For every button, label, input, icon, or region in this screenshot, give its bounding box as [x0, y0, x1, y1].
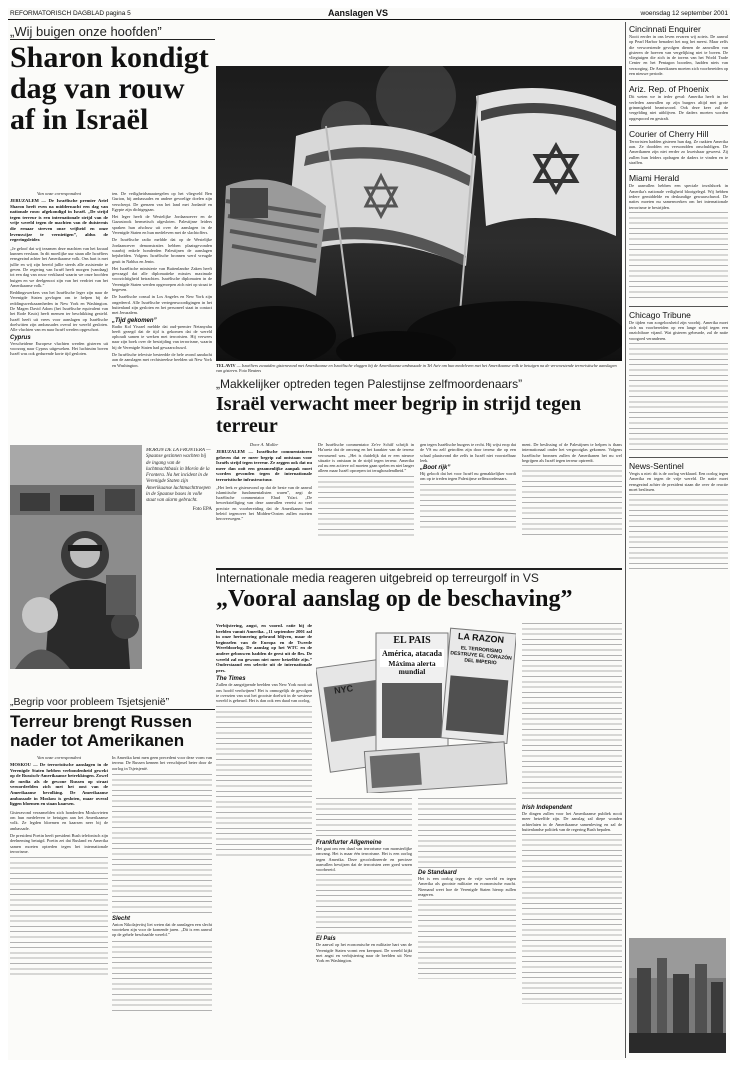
sharon-body-8: De Israëlische consul in Los Angeles en New York zijn ongedeerd. Alle Israëlische vertegenwoordigingen in het buitenland zijn gesloten en het personeel staat in contact met Jeruzalem. [112, 294, 212, 316]
photo-moron [10, 445, 142, 669]
sharon-body-3: Verscheidene Europese vluchten werden gisteren uit voorzorg naar Cyprus uitgeweken. Het luchtruim boven Israël was ook gedurende korte tijd gesloten. [10, 340, 108, 357]
media-col-3 [418, 798, 516, 1058]
rail-title-phoenix: Ariz. Rep. of Phoenix [629, 84, 709, 95]
palestijnen-col-2-filler [318, 476, 414, 536]
media-body-elpais: De aanval op het economische en militaire hart van de Verenigde Staten vormt een keerpunt. De wereld kijkt met angst en verbijstering naar de beelden uit New York en Washington. [316, 942, 412, 964]
rail-item [629, 306, 728, 453]
moron-caption-text: MORON DE LA FRONTERA — Spaanse gezinnen wachten bij de ingang van de luchtmachtbasis in Morón de la Frontera. Na het incident in de Verenigde Staten zijn Amerikaanse luchtmachttroepen in de Spaanse bases in volle staat van alarm gebracht. [146, 448, 211, 504]
masthead-paper-name: REFORMATORISCH DAGBLAD pagina 5 [10, 10, 131, 17]
newspaper-page [8, 8, 730, 1060]
paper-3-title: LA RAZON [457, 631, 505, 645]
rail-title-chicago: Chicago Tribune [629, 309, 691, 320]
palestijnen-col-1-body: „Het leek er gisteravond op dat de beste van de aanval islamitische fundamentalisten waren”, zegt de Israëlische commentator Ehud Ya'ari. „De bewerkstelliging van deze aanvallen vereist zo veel precisie en voorbereiding dat de Amerikanen hun beleid tegenover het Midden-Oosten zullen moeten heroverwegen.” [216, 484, 312, 522]
media-col-2-filler [316, 798, 412, 838]
russen-col-2-filler [112, 774, 212, 914]
paper-2-title: EL PAIS [393, 635, 431, 646]
palestijnen-col-3-filler [420, 484, 516, 529]
caption-place: TEL AVIV [216, 363, 236, 368]
rail-news-filler [629, 494, 728, 569]
photo-moron-caption [146, 448, 212, 628]
media-body-standaard: Het is een oorlog tegen de vrije wereld en tegen Amerika als grootste militaire en economische macht. Niemand weet hoe de Verenigde Staten hierop zullen reageren. [418, 876, 516, 897]
masthead [8, 8, 730, 20]
sharon-byline: Van onze correspondent [37, 191, 81, 196]
media-col-1-filler [216, 706, 312, 856]
sharon-body-10: De Israëlische televisie besteedde de hele avond aandacht aan de aanslagen met rechtstreekse beelden uit New York en Washington. [112, 352, 212, 368]
palestijnen-headline: Israël verwacht meer begrip in strijd tegen terreur [216, 393, 582, 437]
rail-item [629, 24, 728, 76]
russen-col-1 [10, 755, 108, 1058]
moron-photo-illustration [10, 445, 142, 669]
sharon-subhead-cyprus: Cyprus [10, 334, 31, 341]
palestijnen-col-4-body: ment. De beslissing of de Palestijnen te helpen is thans internationaal onder het vergrootglas gekomen. Volgens Israëlische bronnen zullen de Amerikanen het nu wel begrijpen als Israël tegen terreur optreedt. [522, 442, 622, 463]
rail-item [629, 125, 728, 165]
media-body-faz: Het gaat om een daad van terrorisme van monsterlijke omvang. Het is maar één terrorisme. Het is een oorlog tegen Amerika. Deze gecoördineerde en precieze aanvallen bewijzen dat de terroristen zeer goed waren voorbereid. [316, 846, 412, 873]
rail-photo-illustration [629, 938, 726, 1053]
media-body-times: Zullen de aangrijpende beelden van New York nooit uit ons hoofd verdwijnen? Het is onmogelijk de gevolgen te overzien van wat het grootste doelwit in de westerse wereld is gebeurd. Het is dan ook een daad van oorlog. [216, 682, 312, 704]
paper-3-headline: EL TERRORISMO DESTRUYE EL CORAZÓN DEL IMPERIO [450, 645, 512, 667]
media-col-1 [216, 623, 312, 1058]
flags-photo-illustration [216, 66, 622, 361]
photo-credit: Foto Reuters [239, 368, 262, 374]
russen-body-3: Anton Nikolajevitsj liet weten dat de aanslagen een slecht voorteken zijn voor de komende jaren. „Dit is een aanval op de gehele beschaafde wereld.” [112, 921, 212, 938]
media-col-4-filler [522, 623, 622, 803]
rail-text-miami: De aanvallen hebben een speciale invalshoek in Amerika's nationale veiligheid blootgelegd. Wij hebben iedere gemiddelde en deskundige gewaarschuwd. De naties moeten nu samenwerken om het internationale terrorisme te bestrijden. [629, 183, 728, 210]
caption-text: Israëliers zwaaiden gisteravond met Amerikaanse en Israëlische vlaggen bij de Amerikaanse ambassade in Tel Aviv om hun medeleven met het Amerikaanse volk te betuigen na de verwoestende terroristische aanslagen van gisteren. [216, 363, 617, 374]
sharon-body-6: De Israëlische radio meldde dat op de Westelijke Jordaanoever demonstraties hebben plaatsgevonden waarbij enkele honderden Palestijnen de aanslagen bejubelden. Volgens Israëlische bronnen werd vreugde geuit in Nablus en Jenin. [112, 237, 212, 264]
sharon-headline: Sharon kondigt dag van rouw af in Israël [10, 42, 209, 135]
sharon-col-1 [10, 191, 108, 441]
sharon-body-4: ten. De veiligheidsmaatregelen op het vliegveld Ben Gurion, bij ambassades en andere gevoelige doelen zijn verscherpt. De grenzen van het land met Jordanië en Egypte zijn dichtgegaan. [112, 191, 212, 212]
russen-rule [10, 709, 215, 710]
rail-text-cherry-hill: Terroristen hadden gisteren hun dag. Ze raakten Amerika aan. Ze doodden en verwondden onschuldigen. De Amerikanen zijn niet eerder zo kwetsbaar geweest. Zij zullen hun leiders opdragen de daders te vinden en te straffen. [629, 138, 728, 166]
sharon-body-1: „Je geloof dat wij tezamen deze machten van het kwaad kunnen verslaan. In dit moeilijke uur staan alle Israëliers eensgezind achter het Amerikaanse volk. Ons hart is met jullie en wij zijn bereid jullie steeds alle assistentie te geven. De regering van Israël heeft morgen (vandaag) tot een dag van rouw verklaard waarin we onze hoofden buigen en we deelgenoot zijn van het verdriet van het Amerikaanse volk.” [10, 245, 108, 288]
russen-body-2: De president Poetin heeft president Bush telefonisch zijn deelneming betuigd. Poetin zei dat Rusland en Amerika samen moeten optreden tegen het internationale terrorisme. [10, 832, 108, 854]
russen-col-2-filler-2 [112, 941, 212, 1011]
rail-title-cherry-hill: Courier of Cherry Hill [629, 128, 709, 139]
rail-text-cincinnati: Nooit eerder in ons leven ervaren wij zoiets. De aanval op Pearl Harbor benadert het nog het meest. Maar zelfs die verwoestende gevolgen dienen de aanvallen van gisteren de hoeven van vergelijking niet te boven. De vliegtuigen die zich in de torens van het World Trade Center en het Pentagon boorden, hadden niets van verzorging. De Amerikanen moeten zich voorbereiden op een nieuwe periode. [629, 34, 728, 77]
media-banner: Internationale media reageren uitgebreid op terreurgolf in VS [216, 571, 539, 585]
palestijnen-col-3-body: gen tegen Israëlische burgers te recht. Hij wijst erop dat de VS nu zelf getroffen zijn door terreur die op een schaal plaatsvond die zelfs in Israël niet voorstelbaar leek. [420, 442, 516, 463]
rail-title-miami: Miami Herald [629, 173, 680, 184]
russen-col-2 [112, 755, 212, 1058]
sharon-body-9: Radio Kol Yisrael meldde dat oud-premier Netanyahu heeft gezegd dat de tijd is gekomen dat de wereld ophoudt samen te werken met terroristen. Hij verwees naar zijn boek over de bestrijding van terrorisme, waarin hij de Verenigde Staten had gewaarschuwd. [112, 323, 212, 350]
rail-text-chicago: De tijden van zorgeloosheid zijn voorbij. Amerika moet zich nu voorbereiden op een lange strijd tegen een onzichtbare vijand. Wat gisteren gebeurde, zal de natie voorgoed veranderen. [629, 319, 728, 341]
paper-2-subheadline: Máxima alerta mundial [388, 660, 436, 676]
palestijnen-kicker: „Makkelijker optreden tegen Palestijnse zelfmoordenaars” [216, 377, 523, 391]
palestijnen-col-3b-body: Hij gelooft dat het voor Israël nu gemakkelijker wordt om op te treden tegen Palestijnse zelfmoordenaars. [420, 471, 516, 482]
rail-title-cincinnati: Cincinnati Enquirer [629, 24, 701, 34]
sharon-kicker: „Wij buigen onze hoofden” [10, 24, 162, 39]
masthead-date: woensdag 12 september 2001 [640, 10, 728, 17]
russen-col-1-filler [10, 857, 108, 977]
sharon-lede: JERUZALEM — De Israëlische premier Ariel Sharon heeft even na middernacht een dag van nationale rouw afgekondigd in Israël. „De strijd tegen terreur is een internationale strijd van de vrije wereld tegen de machten van de duisternis die ernaar streven onze vrijheid en onze levenswijze te vernietigen”, aldus de regeringsleider. [10, 198, 108, 243]
media-subhead-standaard: De Standaard [418, 870, 457, 876]
palestijnen-subhead: „Boot rijk” [420, 465, 451, 472]
media-lede: Verbijstering, angst, en voornl. ratie bij de beelden vanuit Amerika. „11 september 2001 zal in onze herinnering gebrand blijven, maar de beginselen van de Europa en de Tweede Wereldoorlog. De aanslag op het WTC en de andere gebouwen hadden de geest uit de fles. De wereld zal nu gewoon niet meer hetzelfde zijn.” Onderstaand een selectie uit de internationale pers. [216, 623, 312, 673]
media-col-2 [316, 798, 412, 1058]
palestijnen-col-2 [318, 442, 414, 564]
media-subhead-faz: Frankfurter Allgemeine [316, 840, 382, 846]
rail-photo [629, 938, 726, 1053]
russen-headline: Terreur brengt Russen nader tot Amerikanen [10, 712, 193, 750]
rail-text-phoenix: Dit weten we in ieder geval: Amerika heeft in het verleden aanvallen op zijn burgers altijd met grote grimmigheid beantwoord. Ook deze keer zal de vergelding niet uitblijven. De daders moeten worden opgespoord en gestraft. [629, 94, 728, 121]
palestijnen-col-4-filler [522, 465, 622, 535]
media-col-3-filler-2 [418, 899, 516, 979]
rail-miami-filler [629, 212, 728, 302]
russen-lede: MOSKOU — De terroristische aanslagen in de Verenigde Staten hebben verbondenheid gewekt op de Russisch-Amerikaanse betrekkingen. Zowel de media als de gewone Russen op straat veroordeelden zich met het oost van de Amerikaanse bevolking. De Amerikaanse ambassade in Moskou is gesloten, maar overal liggen bloemen en staan kaarsen. [10, 762, 108, 807]
rail-chicago-filler [629, 343, 728, 453]
masthead-section: Aanslagen VS [328, 8, 389, 18]
media-headline: „Vooral aanslag op de beschaving” [216, 586, 573, 612]
media-col-4 [522, 623, 622, 1058]
palestijnen-col-1 [216, 442, 312, 564]
right-rail [629, 24, 728, 1058]
media-col-4-filler-2 [522, 834, 622, 1004]
media-body-irish: De dingen zullen voor het Amerikaanse publiek nooit meer hetzelfde zijn. De aanslag zal diepe wonden achterlaten in de Amerikaanse samenleving en zal de buitenlandse politiek van de regering Bush bepalen. [522, 811, 622, 832]
rail-text-news-sentinel: Vergis u niet: dit is de oorlog verklaard. Een oorlog tegen Amerika en tegen de vrije wereld. De natie moet eensgezind achter de president staan die over de reactie moet beslissen. [629, 471, 728, 492]
palestijnen-col-2-body: De Israëlische commentator Ze'ev Schiff schrijft in Ha'aretz dat de omvang en het karakter van de terreur verrassend was. „Het is duidelijk dat er een nieuwe situatie is ontstaan in de strijd tegen terreur. Amerika zal nu een actieve rol moeten gaan spelen en niet langer alleen maar Israël oproepen tot terughoudendheid.” [318, 442, 414, 474]
media-subhead-times: The Times [216, 676, 246, 683]
russen-byline: Van onze correspondent [37, 755, 81, 760]
palestijnen-col-3 [420, 442, 516, 564]
sharon-body-7: Het Israëlische ministerie van Buitenlandse Zaken heeft gevraagd dat alle diplomatieke missies maximale voorzichtigheid betrachten. Israëlische diplomaten in de Verenigde Staten werden opgeroepen zich niet op straat te begeven. [112, 265, 212, 293]
palestijnen-lede: JERUZALEM — Israëlische commentatoren geloven dat er meer begrip zal ontstaan voor Israëls strijd tegen terreur. Ze zeggen ook dat nu meer dan ooit een gezamenlijke aanpak moet worden gevonden tegen de internationale terroristische infrastructuur. [216, 449, 312, 482]
media-top-rule [216, 568, 622, 570]
paper-1-title: NYC [333, 683, 354, 696]
newspapers-collage [316, 623, 516, 793]
sharon-subhead-tijd: „Tijd gekomen” [112, 317, 157, 324]
palestijnen-col-4 [522, 442, 622, 564]
russen-body-1: Gisteravond verzamelden zich honderden Moskovieten om hun medeleven te betuigen aan het Amerikaanse volk. Ze legden bloemen en kaarsen neer bij de ambassade. [10, 809, 108, 831]
photo-tel-aviv-caption: TEL AVIV — Israëliers zwaaiden gisteravond met Amerikaanse en Israëlische vlaggen bij de Amerikaanse ambassade in Tel Aviv om hun medeleven met het Amerikaanse volk te betuigen na de verwoestende terroristische aanslagen van gisteren. Foto Reuters [216, 363, 617, 374]
rail-item [629, 80, 728, 120]
russen-subhead-slecht: Slecht [112, 915, 131, 922]
rail-title-news-sentinel: News-Sentinel [629, 461, 684, 472]
rail-item [629, 169, 728, 301]
sharon-col-2 [112, 191, 212, 441]
palestijnen-byline: Door A. Muller [249, 442, 279, 447]
sharon-body-2: Reddingswerkers van het Israëlische leger zijn naar de Verenigde Staten gevlogen om te helpen bij de reddingswerkzaamheden in New York en Washington. De Magen David Adom (het Israëlische equivalent van het Rode Kruis) heeft mensen ter beschikking gesteld. Israël heeft uit vrees voor aanslagen op Israëlische doelwitten zijn ambassades overal ter wereld gesloten. Alle vluchten van en naar Israël werden opgeschort. [10, 290, 108, 333]
media-subhead-elpais: El País [316, 936, 336, 943]
rail-divider [625, 22, 626, 1058]
media-col-3-filler [418, 798, 516, 868]
rail-item [629, 457, 728, 569]
moron-credit: Foto EPA [192, 506, 212, 512]
sharon-rule [10, 39, 215, 40]
photo-tel-aviv [216, 66, 622, 361]
russen-kicker: „Begrip voor probleem Tsjetsjenië” [10, 696, 170, 708]
russen-body-4: In Amerika kent men geen precedent voor deze vorm van terreur. De Russen kennen het verschijnsel beter door de oorlog in Tsjetsjenië. [112, 755, 212, 771]
paper-2-headline: América, atacada [382, 650, 442, 658]
media-col-2-filler-2 [316, 874, 412, 934]
media-subhead-irish: Irish Independent [522, 805, 573, 811]
sharon-body-5: Het leger heeft de Westelijke Jordaanoever en de Gazastrook hermetisch afgesloten. Palestijnse leiders spraken hun afschuw uit over de aanslagen in de Verenigde Staten en hun medeleven met de slachtoffers. [112, 214, 212, 236]
